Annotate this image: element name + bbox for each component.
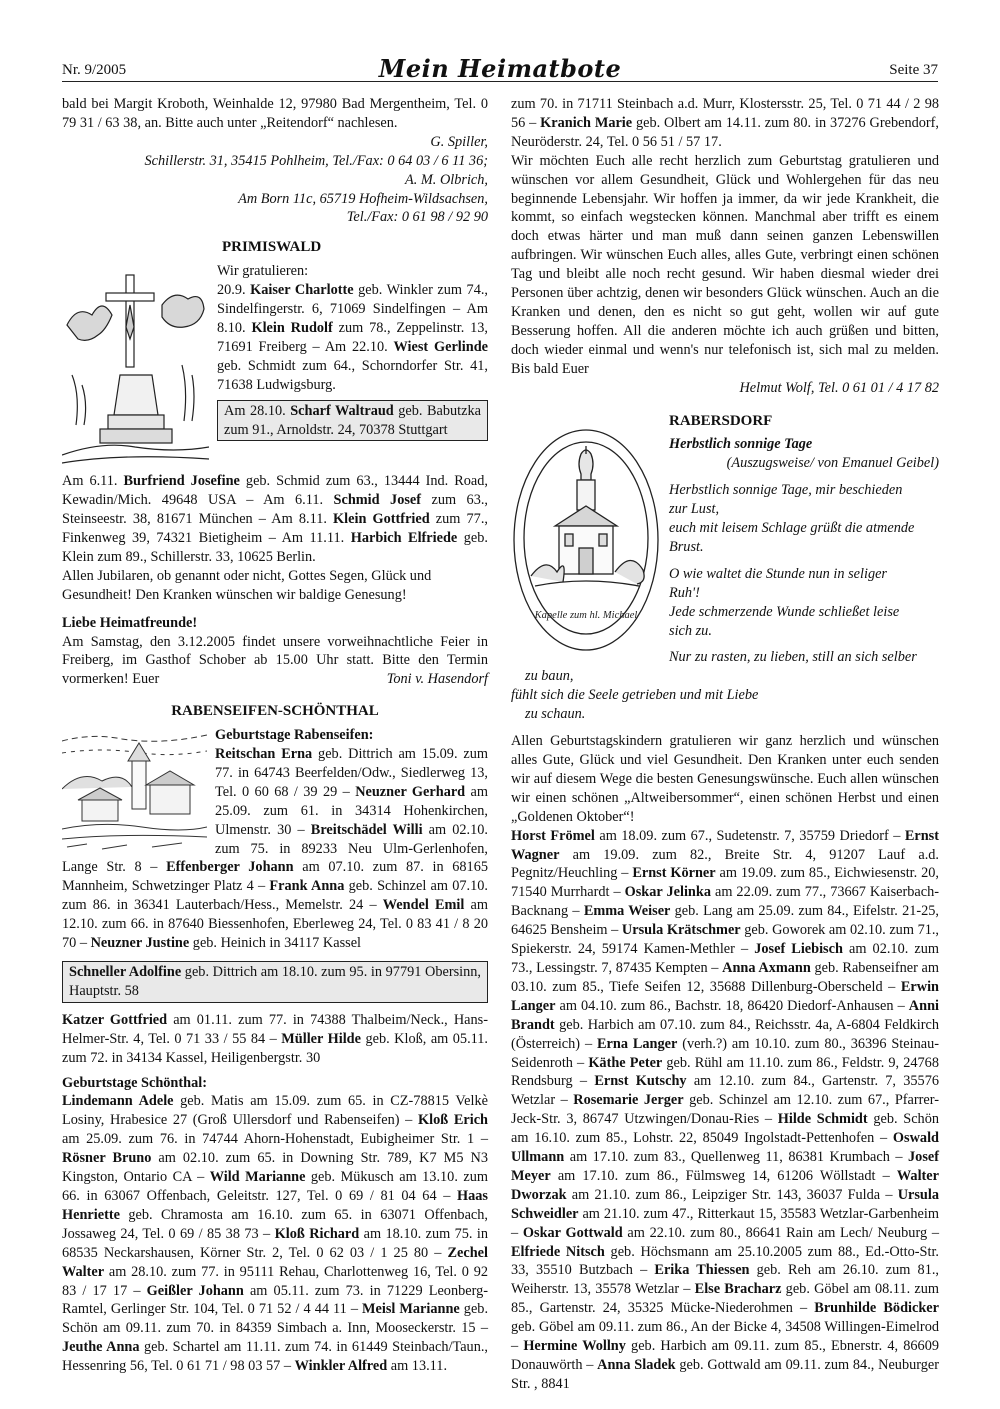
person-name: Schneller Adolfine	[69, 964, 182, 980]
text: am 02.10. zum 75. in 89233 Neu Ulm-Gerlenhofen, Lange Str. 8 –	[62, 821, 488, 876]
poem-line: fühlt sich die Seele getrieben und mit Liebe	[511, 687, 759, 704]
poem-line: zu baun,	[525, 668, 574, 685]
birthdays-rabenseifen-heading: Geburtstage Rabenseifen:	[215, 727, 374, 744]
text: am 22.09. zum 77., 73667 Kaiserbach-Backnang –	[511, 884, 939, 920]
person-name: Josef Meyer	[511, 1149, 939, 1184]
poem-line: Nur zu rasten, zu lieben, still an sich selber	[669, 649, 917, 666]
greeting-paragraph: Wir möchten Euch alle recht herzlich zum Geburtstag gratulieren und wünschen vor allem Gesundheit, Glück und Wohlergehen für das neu beginnende Lebensjahr. Wir hoffen ja immer, da wir jede Krankheit, die kommt, so einfach wegstecken können. Manchmal aber trifft es einem doch etwas härter und man muß dann seinen ganzen Lebenswillen aufbringen. Wir wünschen Euch alles, alles Gute, verbringt einen schönen Tag und bleibt alle noch recht gesund. Wir haben diesmal wieder drei Personen über achtzig, denen wir besonders Glück wünschen. Auch an die Kranken und denen, den es nicht so gut geht, wollen wir auf gute Besserung hoffen. All die anderen möchte ich auch grüßen und bitten, doch wieder einmal und wenn's nur telefonisch ist, sich mal zu melden. Bis bald Euer	[511, 152, 939, 377]
masthead: Mein Heimatbote	[378, 54, 622, 83]
text: am 18.10. zum 75. in 68535 Neckarshausen, Körner Str. 2, Tel. 0 62 03 / 1 25 80 –	[62, 1225, 488, 1261]
text: geb. Matis am 15.09. zum 65. in CZ-78815 Velkè Losiny, Hrabesice 27 (Groß Ullersdorf und Rabenseifen) –	[62, 1093, 488, 1129]
text: geb. Heinich in 34117 Kassel	[189, 935, 362, 952]
person-name: Schmid Josef	[333, 492, 422, 509]
poem-line: zur Lust,	[669, 501, 720, 518]
person-name: Erna Langer	[596, 1035, 678, 1052]
person-name: Neuzner Gerhard	[355, 783, 466, 800]
text: geb. Schmidt zum 64., Schorndorfer Str. 41, 71638 Ludwigsburg.	[217, 357, 488, 393]
person-name: Kloß Erich	[418, 1112, 489, 1129]
text: (verh.?) am 10.10. zum 80., 36396 Steinau-Seidenroth –	[511, 1035, 940, 1071]
highlight-box-schneller	[62, 961, 488, 1003]
person-name: Wild Marianne	[209, 1169, 306, 1186]
person-name: Harbich Elfriede	[350, 529, 458, 546]
village-church-illustration	[62, 729, 207, 853]
person-name: Ernst Kutschy	[594, 1073, 687, 1090]
person-name: Burfriend Josefine	[123, 473, 240, 490]
text: am 05.11. zum 73. in 71229 Leonberg-Ramtel, Gerlinger Str. 104, Tel. 0 71 52 / 4 44 11 –	[62, 1282, 488, 1318]
text: Am 6.11.	[62, 473, 124, 490]
signature-olbrich-phone: Tel./Fax: 0 61 98 / 92 90	[346, 209, 488, 226]
person-name: Anni Brandt	[511, 997, 939, 1033]
poem-line: Ruh'!	[669, 584, 700, 601]
text: am 02.10. zum 73., Lessingstr. 7, 87435 Kempten –	[511, 941, 939, 976]
rabersdorf-greeting: Allen Geburtstagskindern gratulieren wir ganz herzlich und wünschen alles Gute, Glück und viel Gesundheit. Den Kranken unter euch senden wir auf diesem Wege die besten Genesungswünsche. Euch allen wünschen wir einen schönen „Altweibersommer“, einen schönen Herbst und einen „Goldenen Oktober“!	[511, 733, 939, 825]
issue-number: Nr. 9/2005	[62, 62, 127, 78]
poem-line: Jede schmerzende Wunde schließet leise	[669, 603, 900, 620]
cross-illustration	[62, 265, 209, 470]
text: geb. Schmid zum 63., 13444 Ind. Road, Kewadin/Mich. 49648 USA – Am 6.11.	[62, 473, 488, 509]
person-name: Klein Gottfried	[333, 511, 430, 528]
poem-line: O wie waltet die Stunde nun in seliger	[669, 565, 887, 582]
text: am 07.10. zum 87. in 68165 Mannheim, Schwetzinger Platz 4 –	[62, 859, 488, 895]
poem-source: (Auszugsweise/ von Emanuel Geibel)	[726, 455, 939, 472]
person-name: Neuzner Justine	[90, 935, 190, 952]
text: am 13.11.	[387, 1358, 448, 1375]
person-name: Zechel Walter	[62, 1244, 488, 1280]
intro-text: bald bei Margit Kroboth, Weinhalde 12, 97980 Bad Mergentheim, Tel. 0 79 31 / 63 38, an. Bitte auch unter „Reitendorf“ nachlesen.	[62, 96, 488, 131]
person-name: Hilde Schmidt	[777, 1111, 868, 1128]
text: am 12.10. zum 84., Gartenstr. 7, 35576 Wetzlar –	[511, 1073, 939, 1109]
poem-line: Herbstlich sonnige Tage, mir beschieden	[669, 482, 903, 499]
text: geb. Winkler zum 74., Sindelfingerstr. 6, 71069 Sindelfingen – Am 8.10.	[217, 282, 488, 336]
text: am 25.09. zum 76. in 74744 Ahorn-Hohenstadt, Eubigheimer Str. 1 –	[62, 1131, 488, 1148]
signature-hasendorf: Toni v. Hasendorf	[386, 671, 488, 688]
poem-line: zu schaun.	[525, 706, 586, 723]
person-name: Geißler Johann	[146, 1282, 244, 1299]
text: am 01.11. zum 77. in 74388 Thalbeim/Neck., Hans-Helmer-Str. 4, Tel. 0 71 33 / 55 84 –	[62, 1011, 488, 1047]
section-heading-rabenseifen: RABENSEIFEN-SCHÖNTHAL	[171, 703, 379, 720]
person-name: Oskar Jelinka	[624, 884, 711, 901]
person-name: Walter Dworzak	[511, 1167, 939, 1203]
signature-wolf: Helmut Wolf, Tel. 0 61 01 / 4 17 82	[739, 379, 939, 396]
text: geb. Klein zum 89., Schillerstr. 33, 10625 Berlin.	[62, 529, 489, 565]
chapel-caption: Kapelle zum hl. Michael	[534, 609, 638, 621]
text: geb. Göbel am 09.11. zum 86., An der Bicke 4, 34508 Willingen-Eimelrod –	[511, 1319, 939, 1355]
person-name: Ernst Körner	[632, 865, 716, 882]
person-name: Else Bracharz	[694, 1281, 782, 1298]
chapel-emblem	[511, 426, 661, 654]
text: geb. Dittrich am 15.09. zum 77. in 64743 Beerfelden/Odw., Siedlerweg 13, Tel. 0 60 68 / 39 29 –	[215, 746, 488, 800]
person-name: Rösner Bruno	[62, 1150, 152, 1167]
text: geb. Babutzka zum 91., Arnoldstr. 24, 70378 Stuttgart	[224, 402, 481, 438]
section-heading-primiswald: PRIMISWALD	[222, 239, 322, 256]
birthdays-schoenthal-heading: Geburtstage Schönthal:	[62, 1074, 207, 1091]
text: geb. Lang am 25.09. zum 84., Eifelstr. 21-25, 64625 Bensheim –	[511, 903, 940, 939]
text: am 18.09. zum 67., Sudetenstr. 7, 35759 Driedorf –	[594, 827, 905, 844]
friends-text	[62, 633, 488, 690]
person-name: Katzer Gottfried	[62, 1011, 168, 1028]
text: zum 78., Zeppelinstr. 13, 71691 Freiberg – Am 22.10.	[217, 319, 489, 355]
text: geb. Schön am 16.10. zum 85., Lohstr. 22, 85049 Ingolstadt-Pettenhofen –	[511, 1111, 939, 1147]
page-number: Seite 37	[889, 62, 938, 78]
poem-line: Brust.	[669, 538, 704, 555]
person-name: Hermine Wollny	[523, 1338, 626, 1355]
text: am 02.10. zum 65. in Downing Str. 789, K7 M5 N3 Kingston, Ontario CA –	[62, 1150, 488, 1186]
text: geb. Goworek am 02.10. zum 71., Spiekerstr. 24, 59174 Kamen-Methler –	[511, 922, 940, 958]
text: geb. Harbich am 09.11. zum 85., Ebnerstr. 4, 86609 Donauwörth –	[511, 1338, 939, 1373]
text: geb. Dittrich am 18.10. zum 95. in 97791 Obersinn, Hauptstr. 58	[69, 964, 481, 999]
person-name: Haas Henriette	[62, 1187, 488, 1223]
person-name: Wiest Gerlinde	[393, 338, 488, 355]
person-name: Erika Thiessen	[654, 1262, 750, 1279]
person-name: Ursula Krätschmer	[621, 922, 741, 939]
person-name: Anna Axmann	[722, 959, 811, 976]
text: zum 70. in 71711 Steinbach a.d. Murr, Klostersstr. 25, Tel. 0 71 44 / 2 98 56 –	[511, 96, 939, 131]
right-column	[511, 95, 939, 1394]
left-column	[62, 95, 488, 1376]
person-name: Jeuthe Anna	[62, 1339, 140, 1356]
person-name: Lindemann Adele	[62, 1093, 174, 1110]
person-name: Kloß Richard	[274, 1225, 360, 1242]
text: geb. Chramosta am 16.10. zum 65. in 63071 Offenbach, Jossaweg 24, Tel. 0 69 / 85 38 73 –	[62, 1206, 488, 1242]
person-name: Rosemarie Jerger	[573, 1092, 684, 1109]
text: geb. Kloß, am 05.11. zum 72. in 34134 Kassel, Heiligenbergstr. 30	[62, 1030, 488, 1066]
rabersdorf-entries	[511, 827, 939, 1394]
text: am 12.10. zum 66. in 87640 Biessenhofen, Eberleweg 24, Tel. 0 83 41 / 8 20 70 –	[62, 897, 489, 952]
schoenthal-entries	[62, 1092, 488, 1376]
text: am 22.10. zum 80., 86641 Rain am Lech/ Neuburg –	[622, 1224, 939, 1241]
text: am 28.10. zum 77. in 95111 Rehau, Charlottenweg 16, Tel. 0 92 83 / 17 17 –	[62, 1263, 488, 1299]
person-name: Winkler Alfred	[294, 1358, 388, 1375]
person-name: Kranich Marie	[540, 114, 633, 131]
person-name: Käthe Peter	[588, 1054, 663, 1071]
signature-spiller: G. Spiller,	[430, 133, 488, 150]
person-name: Frank Anna	[269, 878, 345, 895]
text: am 17.10. zum 83., Quellenweg 11, 86381 Krumbach –	[564, 1149, 909, 1166]
person-name: Horst Frömel	[511, 827, 595, 844]
signature-olbrich: A. M. Olbrich,	[405, 171, 488, 188]
text: am 19.09. zum 85., Eichwiesenstr. 20, 71540 Murrhardt –	[511, 865, 939, 901]
text: geb. Reh am 26.10. zum 81., Weiherstr. 13, 35578 Wetzlar –	[511, 1262, 939, 1298]
person-name: Müller Hilde	[281, 1030, 361, 1047]
person-name: Josef Liebisch	[754, 941, 843, 958]
text: zum 63., Steinseestr. 38, 81671 München – Am 8.11.	[62, 492, 489, 528]
person-name: Oswald Ullmann	[511, 1130, 939, 1166]
text: zum 77., Finkenweg 39, 74321 Bietigheim – Am 11.11.	[62, 511, 488, 546]
text: geb. Schartel am 11.11. zum 74. in 61449 Steinbach/Taun., Hessenring 56, Tel. 0 61 71 / 98 03 57 –	[62, 1339, 488, 1375]
text: geb. Schinzel am 07.10. zum 86. in 36341 Lauterbach/Hess., Memelstr. 24 –	[62, 878, 489, 914]
text: Am 28.10.	[224, 402, 291, 419]
signature-spiller-address: Schillerstr. 31, 35415 Pohlheim, Tel./Fax: 0 64 03 / 6 11 36;	[144, 152, 488, 169]
text: am 19.09. zum 82., Breite Str. 4, 91207 Lauf a.d. Pegnitz/Heuchling –	[511, 846, 939, 882]
text: am 21.10. zum 86., Leipziger Str. 143, 36037 Fulda –	[566, 1186, 898, 1203]
person-name: Reitschan Erna	[215, 746, 313, 763]
person-name: Meisl Marianne	[362, 1301, 460, 1318]
right-continuation	[511, 95, 939, 152]
header-rule	[62, 81, 938, 82]
text: geb. Rabenseifner am 03.10. zum 85., Tiefe Seifen 12, 35688 Dillenburg-Oberscheld –	[511, 959, 939, 995]
person-name: Kaiser Charlotte	[250, 282, 354, 299]
text: am 04.10. zum 86., Bachstr. 18, 86420 Diedorf-Anhausen –	[555, 997, 909, 1014]
person-name: Breitschädel Willi	[310, 821, 423, 838]
primiswald-intro: Wir gratulieren:	[217, 263, 309, 280]
person-name: Ursula Schweidler	[511, 1186, 939, 1222]
primiswald-wishes: Allen Jubilaren, ob genannt oder nicht, Gottes Segen, Glück und Gesundheit! Den Kranken wünschen wir baldige Genesung!	[62, 567, 432, 603]
text: geb. Höchsmann am 25.10.2005 zum 88., Ed.-Otto-Str. 33, 35510 Butzbach –	[511, 1243, 939, 1279]
text: geb. Mükusch am 13.10. zum 66. in 63067 Offenbach, Geleitstr. 127, Tel. 0 69 / 81 04 64 –	[62, 1169, 488, 1204]
rabenseifen-entries-2	[62, 1011, 488, 1068]
text: geb. Schön am 09.11. zum 70. in 84359 Simbach a. Inn, Mooseckerstr. 15 –	[62, 1301, 489, 1337]
person-name: Elfriede Nitsch	[511, 1243, 605, 1260]
text: geb. Schinzel am 12.10. zum 67., Pfarrer-Jeck-Str. 3, 86747 Utzwingen/Donau-Ries –	[511, 1092, 939, 1128]
poem-title: Herbstlich sonnige Tage	[669, 436, 813, 453]
text: Am Samstag, den 3.12.2005 findet unsere vorweihnachtliche Feier in Freiberg, im Gasthof Schober ab 15.00 Uhr statt. Bitte den Termin vormerken! Euer	[62, 633, 488, 688]
primiswald-entries-2	[62, 472, 488, 567]
text: geb. Harbich am 07.10. zum 84., Reichsstr. 4a, A-6804 Feldkirch (Österreich) –	[511, 1016, 939, 1052]
person-name: Wendel Emil	[382, 897, 465, 914]
friends-heading: Liebe Heimatfreunde!	[62, 614, 198, 631]
text: geb. Gottwald am 09.11. zum 84., Neuburger Str. , 8841	[511, 1357, 939, 1392]
text: am 17.10. zum 86., Fülmsweg 14, 61206 Wöllstadt –	[550, 1167, 897, 1184]
text: am 25.09. zum 61. in 34314 Hohenkirchen, Ulmenstr. 30 –	[215, 783, 488, 838]
person-name: Brunhilde Bödicker	[814, 1300, 939, 1317]
person-name: Erwin Langer	[511, 978, 939, 1014]
person-name: Ernst Wagner	[511, 827, 939, 863]
text: geb. Göbel am 08.11. zum 85., Gartenstr. 24, 35325 Mücke-Niederohmen –	[511, 1281, 939, 1317]
person-name: Scharf Waltraud	[290, 402, 394, 419]
person-name: Effenberger Johann	[166, 859, 294, 876]
poem-line: euch mit leisem Schlage grüßt die atmende	[669, 520, 915, 537]
person-name: Emma Weiser	[583, 903, 671, 920]
person-name: Oskar Gottwald	[522, 1224, 623, 1241]
section-heading-rabersdorf: RABERSDORF	[669, 412, 773, 429]
poem-line: sich zu.	[669, 622, 712, 639]
text: geb. Olbert am 14.11. zum 80. in 37276 Grebendorf, Neuröderstr. 24, Tel. 0 56 51 / 57 17.	[511, 114, 940, 150]
text: 20.9.	[217, 282, 251, 299]
text: geb. Rühl am 11.10. zum 86., Feldstr. 9, 24768 Rendsburg –	[511, 1054, 939, 1090]
person-name: Anna Sladek	[597, 1357, 676, 1373]
text: am 21.10. zum 47., Ritterkaut 15, 35583 Wetzlar-Garbenheim –	[511, 1205, 939, 1241]
person-name: Klein Rudolf	[251, 319, 333, 336]
highlight-box-scharf	[217, 400, 488, 442]
signature-olbrich-address: Am Born 11c, 65719 Hofheim-Wildsachsen,	[238, 190, 488, 207]
page-header	[62, 54, 938, 84]
